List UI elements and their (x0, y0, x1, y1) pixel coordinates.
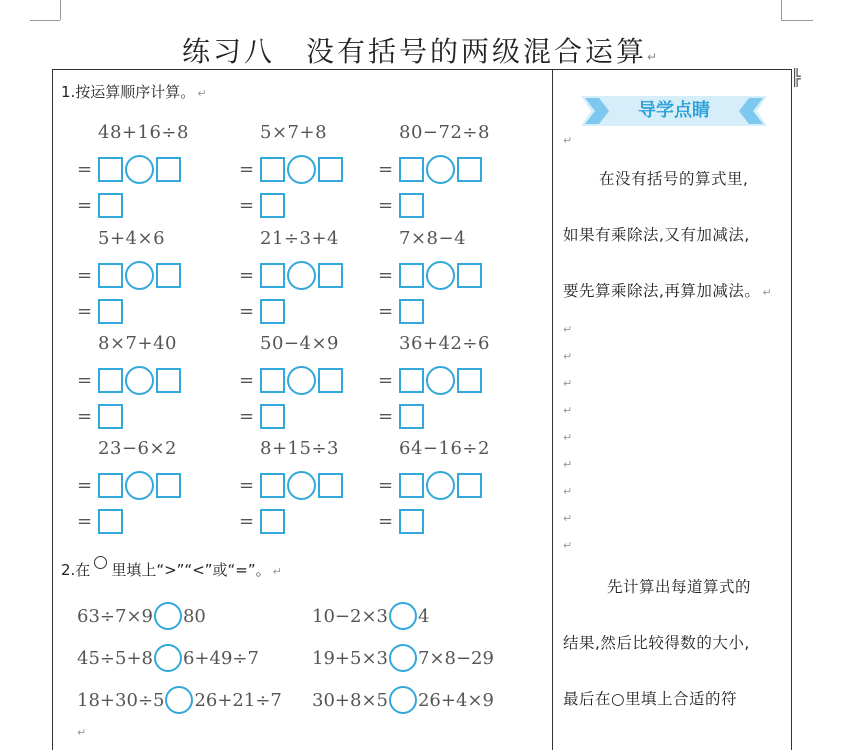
para-mark: ↵ (563, 512, 573, 525)
q1-problem (77, 436, 181, 536)
para-mark-1: ↵ (563, 134, 573, 147)
equals-sign: = (378, 474, 394, 496)
q1-problem (239, 226, 343, 326)
answer-box[interactable] (399, 368, 424, 393)
equals-sign: = (239, 405, 255, 427)
tip-1-line-1: 在没有括号的算式里, (599, 170, 749, 188)
q2-comparison (312, 602, 429, 630)
equals-sign: = (77, 510, 93, 532)
q1-expression: 8+15÷3 (260, 438, 339, 459)
q2-left-expression: 30+8×5 (312, 689, 388, 711)
q1-step-1 (378, 154, 490, 184)
q1-heading: 1.按运算顺序计算。 ↵ (61, 83, 207, 101)
paragraph-mark: ╠ (791, 68, 801, 87)
para-mark: ↵ (563, 323, 573, 336)
equals-sign: = (77, 405, 93, 427)
equals-sign: = (77, 264, 93, 286)
answer-box[interactable] (399, 473, 424, 498)
crop-mark-top-right-h (781, 20, 813, 21)
q1-step-1 (378, 365, 490, 395)
q1-expression: 7×8−4 (399, 228, 467, 249)
answer-box[interactable] (98, 193, 123, 218)
q1-problem (378, 436, 490, 536)
q1-step-1 (77, 260, 181, 290)
answer-box[interactable] (399, 299, 424, 324)
operator-circle[interactable] (287, 471, 316, 500)
q2-left-expression: 18+30÷5 (77, 689, 165, 711)
equals-sign: = (239, 300, 255, 322)
q1-step-1 (77, 470, 181, 500)
tip-1 (563, 151, 785, 321)
q1-problem (239, 120, 343, 220)
equals-sign: = (239, 510, 255, 532)
q1-step-2 (239, 401, 343, 431)
q1-step-1 (239, 365, 343, 395)
answer-box[interactable] (98, 509, 123, 534)
q2-comparison (312, 686, 494, 714)
banner-title: 导学点睛 (638, 100, 710, 121)
answer-box[interactable] (156, 263, 181, 288)
answer-box[interactable] (318, 473, 343, 498)
compare-circle[interactable] (154, 602, 182, 630)
answer-box[interactable] (260, 263, 285, 288)
answer-box[interactable] (399, 193, 424, 218)
para-mark: ↵ (563, 458, 573, 471)
answer-box[interactable] (98, 299, 123, 324)
q2-comparison (77, 644, 259, 672)
tip-2 (563, 559, 785, 727)
equals-sign: = (378, 300, 394, 322)
q1-step-1 (378, 470, 490, 500)
q1-expression: 21÷3+4 (260, 228, 339, 249)
equals-sign: = (239, 264, 255, 286)
answer-box[interactable] (98, 157, 123, 182)
operator-circle[interactable] (426, 366, 455, 395)
answer-box[interactable] (260, 193, 285, 218)
q2-right-expression: 26+21÷7 (194, 689, 282, 711)
compare-circle[interactable] (389, 602, 417, 630)
operator-circle[interactable] (426, 261, 455, 290)
answer-box[interactable] (318, 368, 343, 393)
q2-right-expression: 4 (417, 605, 430, 627)
answer-box[interactable] (399, 404, 424, 429)
q2-left-expression: 19+5×3 (312, 647, 388, 669)
answer-box[interactable] (98, 368, 123, 393)
operator-circle[interactable] (426, 155, 455, 184)
equals-sign: = (378, 510, 394, 532)
para-mark: ↵ (563, 431, 573, 444)
q1-expression: 48+16÷8 (98, 122, 189, 143)
equals-sign: = (77, 474, 93, 496)
tip-2-line-3: 最后在○里填上合适的符 (563, 690, 738, 708)
answer-box[interactable] (98, 473, 123, 498)
operator-circle[interactable] (287, 366, 316, 395)
operator-circle[interactable] (125, 155, 154, 184)
q1-step-2 (239, 190, 343, 220)
tip-2-line-1: 先计算出每道算式的 (607, 578, 752, 596)
operator-circle[interactable] (125, 471, 154, 500)
q2-right-expression: 80 (182, 605, 206, 627)
operator-circle[interactable] (426, 471, 455, 500)
equals-sign: = (239, 158, 255, 180)
q1-problem (77, 226, 181, 326)
tip-2-line-2: 结果,然后比较得数的大小, (563, 634, 750, 652)
equals-sign: = (77, 194, 93, 216)
answer-box[interactable] (318, 157, 343, 182)
q1-step-1 (239, 260, 343, 290)
q1-step-2 (378, 296, 482, 326)
answer-box[interactable] (260, 368, 285, 393)
q1-step-2 (378, 190, 490, 220)
answer-box[interactable] (457, 263, 482, 288)
circle-icon (94, 556, 107, 569)
q1-step-2 (239, 506, 343, 536)
para-mark: ↵ (563, 404, 573, 417)
equals-sign: = (77, 369, 93, 391)
q1-expression: 36+42÷6 (399, 333, 490, 354)
answer-box[interactable] (399, 509, 424, 534)
q1-expression: 5+4×6 (98, 228, 166, 249)
q1-problem (239, 436, 343, 536)
q1-problem (239, 331, 343, 431)
q2-left-expression: 10−2×3 (312, 605, 388, 627)
operator-circle[interactable] (287, 261, 316, 290)
answer-box[interactable] (156, 473, 181, 498)
equals-sign: = (378, 405, 394, 427)
guide-banner (581, 96, 767, 126)
compare-circle[interactable] (389, 644, 417, 672)
q1-problem (378, 120, 490, 220)
q1-expression: 64−16÷2 (399, 438, 490, 459)
answer-box[interactable] (260, 473, 285, 498)
crop-mark-top-left-v (60, 0, 61, 20)
tip-1-line-2: 如果有乘除法,又有加减法, (563, 226, 750, 244)
q2-right-expression: 6+49÷7 (182, 647, 259, 669)
q1-step-2 (77, 296, 181, 326)
q1-problem (378, 331, 490, 431)
equals-sign: = (378, 158, 394, 180)
q2-right-expression: 7×8−29 (417, 647, 494, 669)
content-frame (52, 69, 792, 750)
equals-sign: = (378, 194, 394, 216)
para-mark: ↵ (563, 539, 573, 552)
answer-box[interactable] (457, 473, 482, 498)
column-divider (552, 70, 553, 750)
equals-sign: = (239, 369, 255, 391)
answer-box[interactable] (156, 368, 181, 393)
para-mark-q2-end: ↵ (77, 726, 87, 739)
q1-step-1 (77, 154, 189, 184)
q1-step-2 (239, 296, 343, 326)
q1-problem (378, 226, 482, 326)
answer-box[interactable] (457, 368, 482, 393)
q1-step-2 (77, 506, 181, 536)
answer-box[interactable] (156, 157, 181, 182)
crop-mark-top-left-h (30, 20, 60, 21)
page-title: 练习八 没有括号的两级混合运算↵ (181, 35, 661, 68)
q2-comparison (77, 602, 206, 630)
q1-problem (77, 120, 189, 220)
answer-box[interactable] (98, 263, 123, 288)
operator-circle[interactable] (125, 261, 154, 290)
para-mark: ↵ (563, 377, 573, 390)
answer-box[interactable] (318, 263, 343, 288)
q1-step-2 (77, 190, 189, 220)
q1-expression: 80−72÷8 (399, 122, 490, 143)
answer-box[interactable] (260, 509, 285, 534)
answer-box[interactable] (457, 157, 482, 182)
para-mark: ↵ (563, 485, 573, 498)
q1-step-2 (378, 401, 490, 431)
q2-left-expression: 45÷5+8 (77, 647, 153, 669)
q2-left-expression: 63÷7×9 (77, 605, 153, 627)
q2-comparison (77, 686, 282, 714)
q1-step-2 (77, 401, 181, 431)
answer-box[interactable] (399, 157, 424, 182)
equals-sign: = (239, 474, 255, 496)
equals-sign: = (378, 369, 394, 391)
equals-sign: = (77, 300, 93, 322)
compare-circle[interactable] (165, 686, 193, 714)
q1-step-1 (378, 260, 482, 290)
q1-step-1 (77, 365, 181, 395)
q2-right-expression: 26+4×9 (417, 689, 494, 711)
crop-mark-top-right-v (781, 0, 782, 20)
para-mark: ↵ (563, 350, 573, 363)
q1-expression: 8×7+40 (98, 333, 177, 354)
q1-expression: 5×7+8 (260, 122, 328, 143)
equals-sign: = (77, 158, 93, 180)
compare-circle[interactable] (154, 644, 182, 672)
answer-box[interactable] (399, 263, 424, 288)
q1-expression: 23−6×2 (98, 438, 177, 459)
q1-expression: 50−4×9 (260, 333, 339, 354)
q1-step-1 (239, 470, 343, 500)
answer-box[interactable] (98, 404, 123, 429)
equals-sign: = (239, 194, 255, 216)
answer-box[interactable] (260, 299, 285, 324)
answer-box[interactable] (260, 157, 285, 182)
tip-1-line-3: 要先算乘除法,再算加减法。 ↵ (563, 282, 773, 300)
operator-circle[interactable] (125, 366, 154, 395)
answer-box[interactable] (260, 404, 285, 429)
compare-circle[interactable] (389, 686, 417, 714)
operator-circle[interactable] (287, 155, 316, 184)
equals-sign: = (378, 264, 394, 286)
q2-comparison (312, 644, 494, 672)
q1-step-1 (239, 154, 343, 184)
q2-heading: 2.在 里填上“>”“<”或“=”。 ↵ (61, 556, 282, 580)
q1-step-2 (378, 506, 490, 536)
q1-problem (77, 331, 181, 431)
